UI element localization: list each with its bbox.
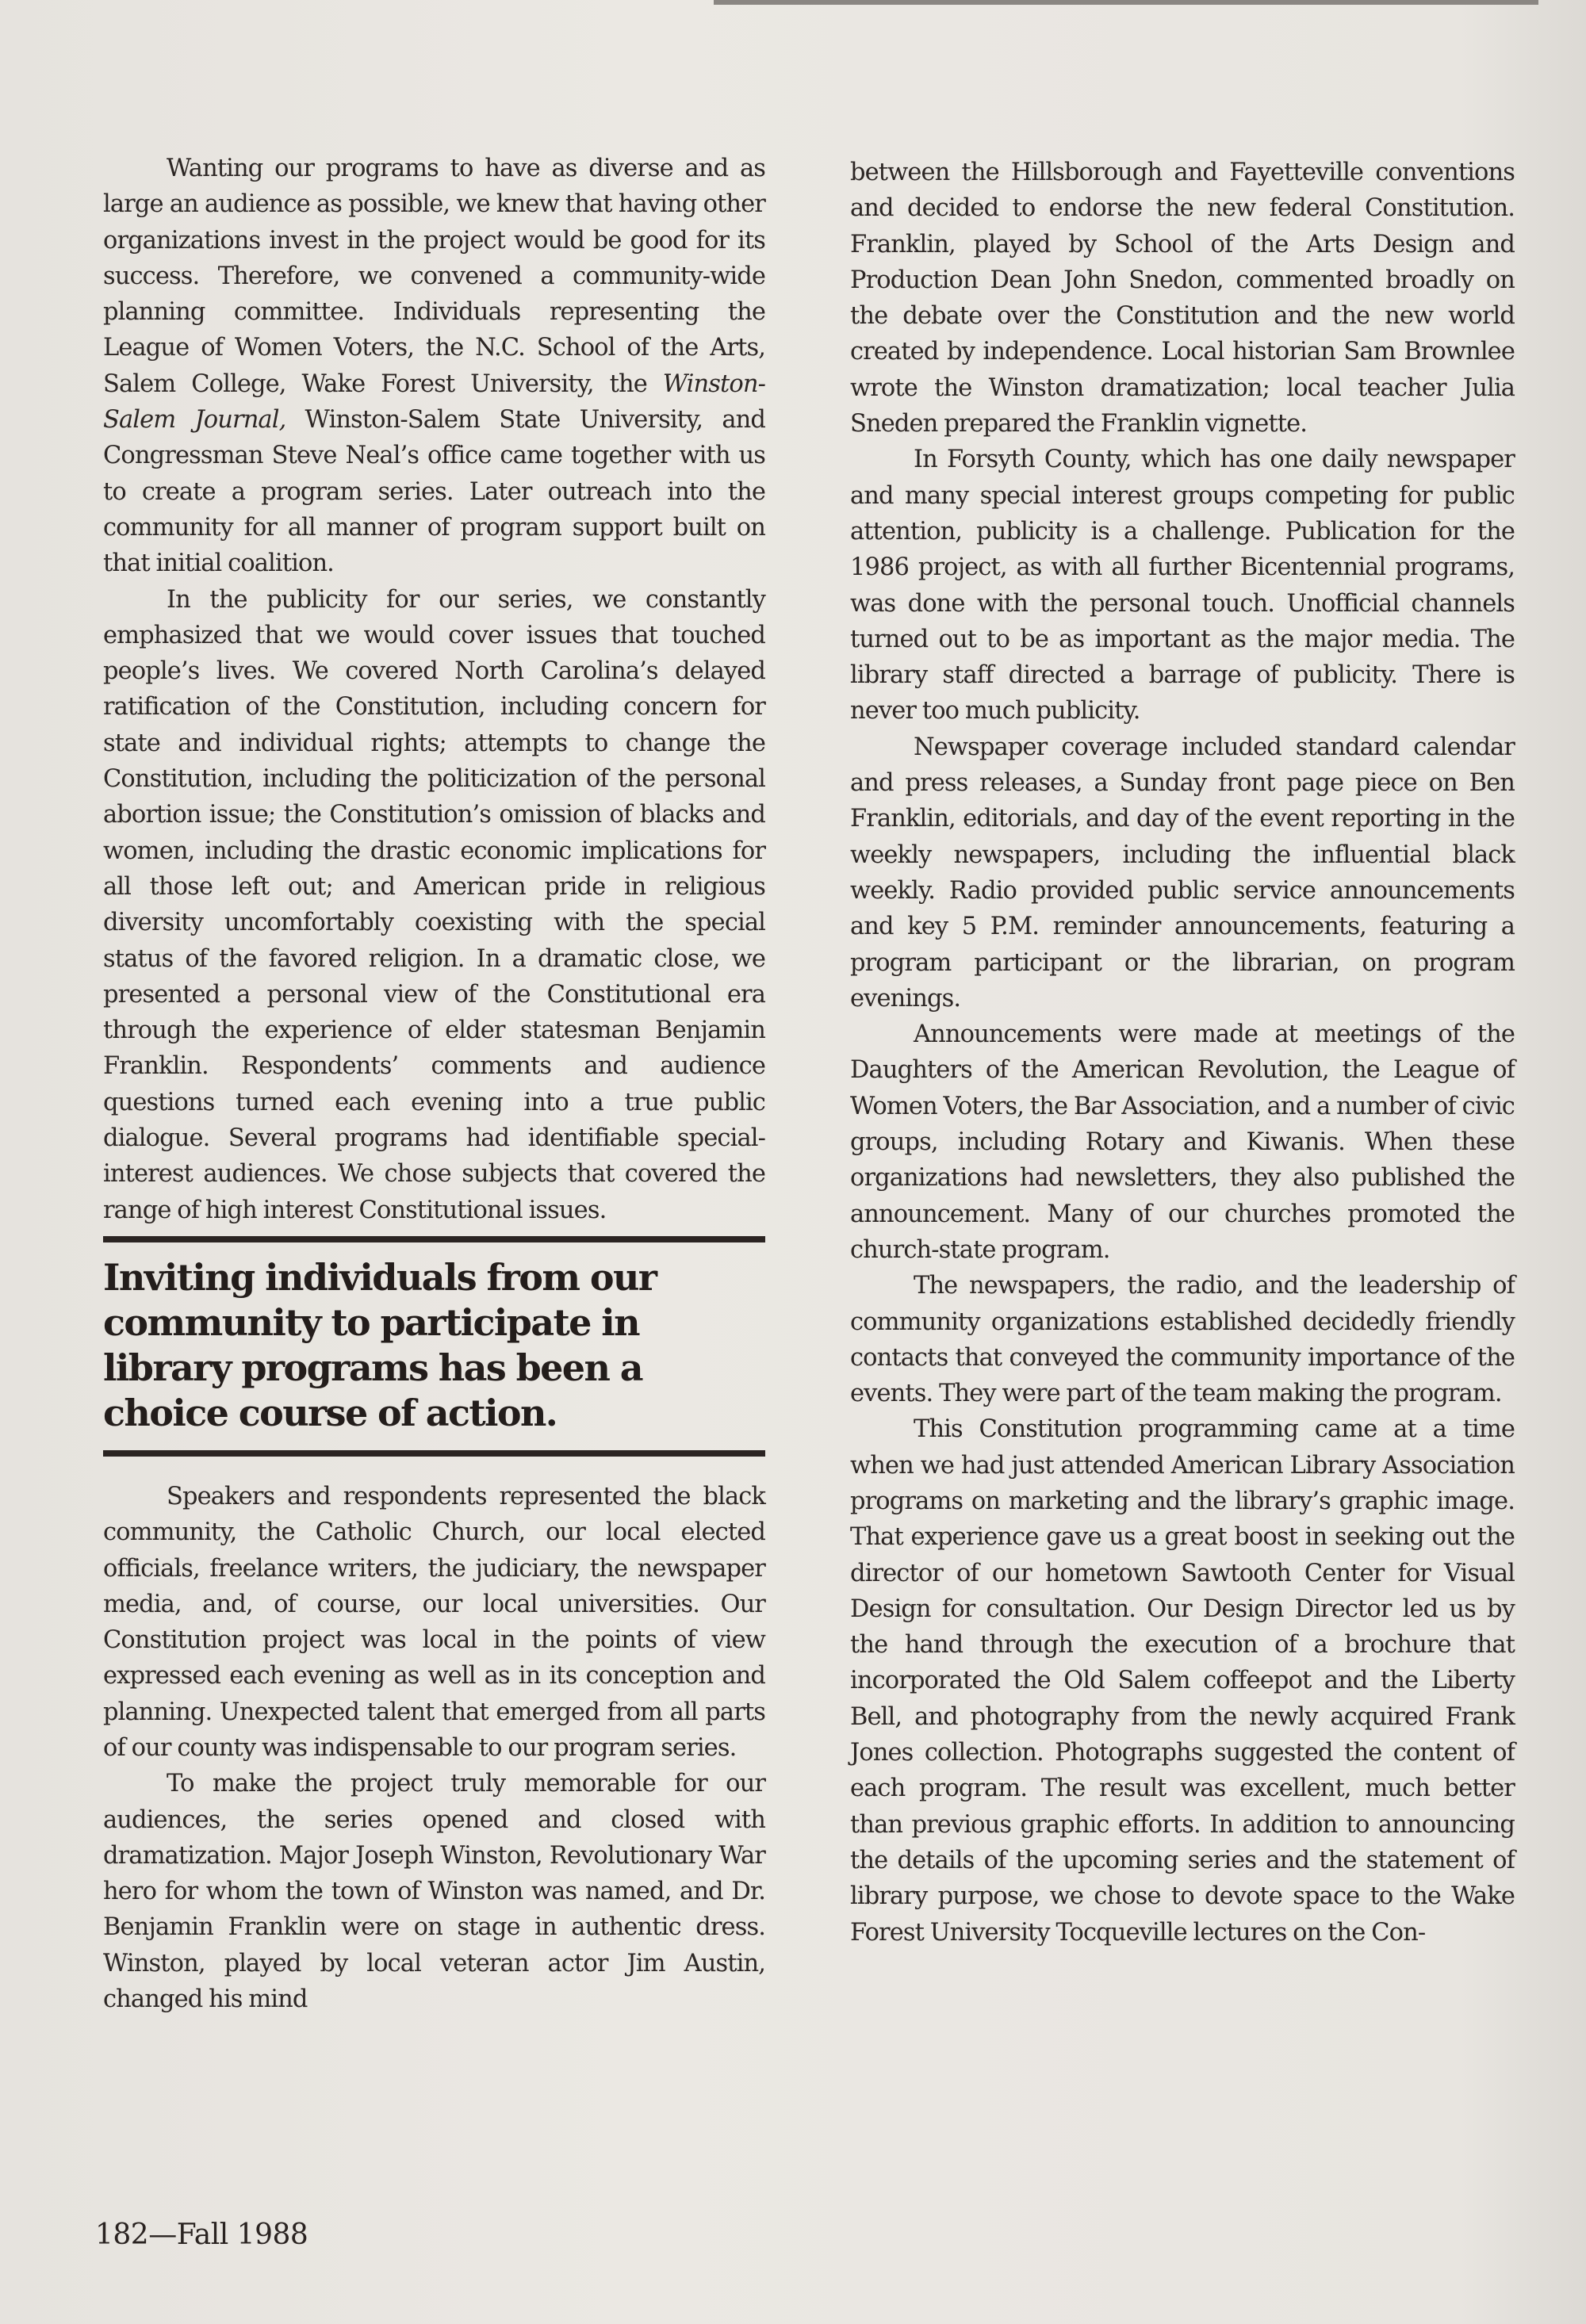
paragraph: between the Hillsborough and Fayetteville conventions and decided to endorse the new federal Constitution. Franklin, played by School of the Arts Design and Production Dean John Snedon, commented broadly on the debate over the Constitution and the new world created by independence. Local historian Sam Brownlee wrote the Winston dramatization; local teacher Julia Sneden prepared the Franklin vignette. (850, 159, 1515, 438)
paragraph-text: Winston-Salem State University, and Congressman Steve Neal’s office came together with us to create a program series. Later outreach into the community for all manner of program support built on that initial coalition. (103, 406, 765, 578)
paragraph: In the publicity for our series, we constantly emphasized that we would cover issues that touched people’s lives. We covered North Carolina’s delayed ratification of the Constitution, including concern for state and individual rights; attempts to change the Constitution, including the politicization of the personal abortion issue; the Constitution’s omission of blacks and women, including the drastic economic implications for all those left out; and American pride in religious diversity uncomfortably coexisting with the special status of the favored religion. In a dramatic close, we presented a personal view of the Constitutional era through the experience of elder statesman Benjamin Franklin. Respondents’ comments and audience questions turned each evening into a true public dialogue. Several programs had identifiable special-interest audiences. We chose subjects that covered the range of high interest Constitutional issues. (103, 585, 765, 1224)
paragraph: To make the project truly memorable for our audiences, the series opened and closed with dramatization. Major Joseph Winston, Revolutionary War hero for whom the town of Winston was named, and Dr. Benjamin Franklin were on stage in authentic dress. Winston, played by local veteran actor Jim Austin, changed his mind (103, 1770, 765, 2014)
publication-title: Winston-Salem Journal, (103, 369, 765, 435)
top-edge-strip (714, 0, 1538, 5)
left-column (103, 151, 765, 2017)
page-footer: 182—Fall 1988 (95, 2219, 308, 2251)
paragraph: Announcements were made at meetings of the Daughters of the American Revolution, the League of Women Voters, the Bar Association, and a number of civic groups, including Rotary and Kiwanis. When these organizations had newsletters, they also published the announcement. Many of our churches promoted the church-state program. (850, 1020, 1515, 1264)
paragraph: Speakers and respondents represented the black community, the Catholic Church, our local elected officials, freelance writers, the judiciary, the newspaper media, and, of course, our local universities. Our Constitution project was local in the points of view expressed each evening as well as in its conception and planning. Unexpected talent that emerged from all parts of our county was indispensable to our program series. (103, 1482, 765, 1762)
right-column (850, 155, 1515, 1951)
pull-quote-text: Inviting individuals from our community to participate in library programs has been a choice course of action. (103, 1255, 657, 1434)
paragraph: Newspaper coverage included standard calendar and press releases, a Sunday front page piece on Ben Franklin, editorials, and day of the event reporting in the weekly newspapers, including the influential black weekly. Radio provided public service announcements and key 5 P.M. reminder announcements, featuring a program participant or the librarian, on program evenings. (850, 733, 1515, 1013)
paragraph-text: Wanting our programs to have as diverse and as large an audience as possible, we knew that having other organizations invest in the project would be good for its success. Therefore, we convened a community-wide planning committee. Individuals representing the League of Women Voters, the N.C. School of the Arts, Salem College, Wake Forest University, the (103, 155, 765, 398)
pull-quote (103, 1236, 765, 1457)
pull-quote-bottom-rule (103, 1450, 765, 1457)
pull-quote-top-rule (103, 1236, 765, 1242)
paragraph: The newspapers, the radio, and the leadership of community organizations established decidedly friendly contacts that conveyed the community importance of the events. They were part of the team making the program. (850, 1272, 1515, 1408)
paragraph: This Constitution programming came at a time when we had just attended American Library Association programs on marketing and the library’s graphic image. That experience gave us a great boost in seeking out the director of our hometown Sawtooth Center for Visual Design for consultation. Our Design Director led us by the hand through the execution of a brochure that incorporated the Old Salem coffeepot and the Liberty Bell, and photography from the newly acquired Frank Jones collection. Photographs suggested the content of each program. The result was excellent, much better than previous graphic efforts. In addition to announcing the details of the upcoming series and the statement of library purpose, we chose to devote space to the Wake Forest University Tocqueville lectures on the Con- (850, 1415, 1515, 1947)
paragraph: In Forsyth County, which has one daily newspaper and many special interest groups competing for public attention, publicity is a challenge. Publication for the 1986 project, as with all further Bicentennial programs, was done with the personal touch. Unofficial channels turned out to be as important as the major media. The library staff directed a barrage of publicity. There is never too much publicity. (850, 446, 1515, 726)
paragraph (103, 151, 765, 582)
